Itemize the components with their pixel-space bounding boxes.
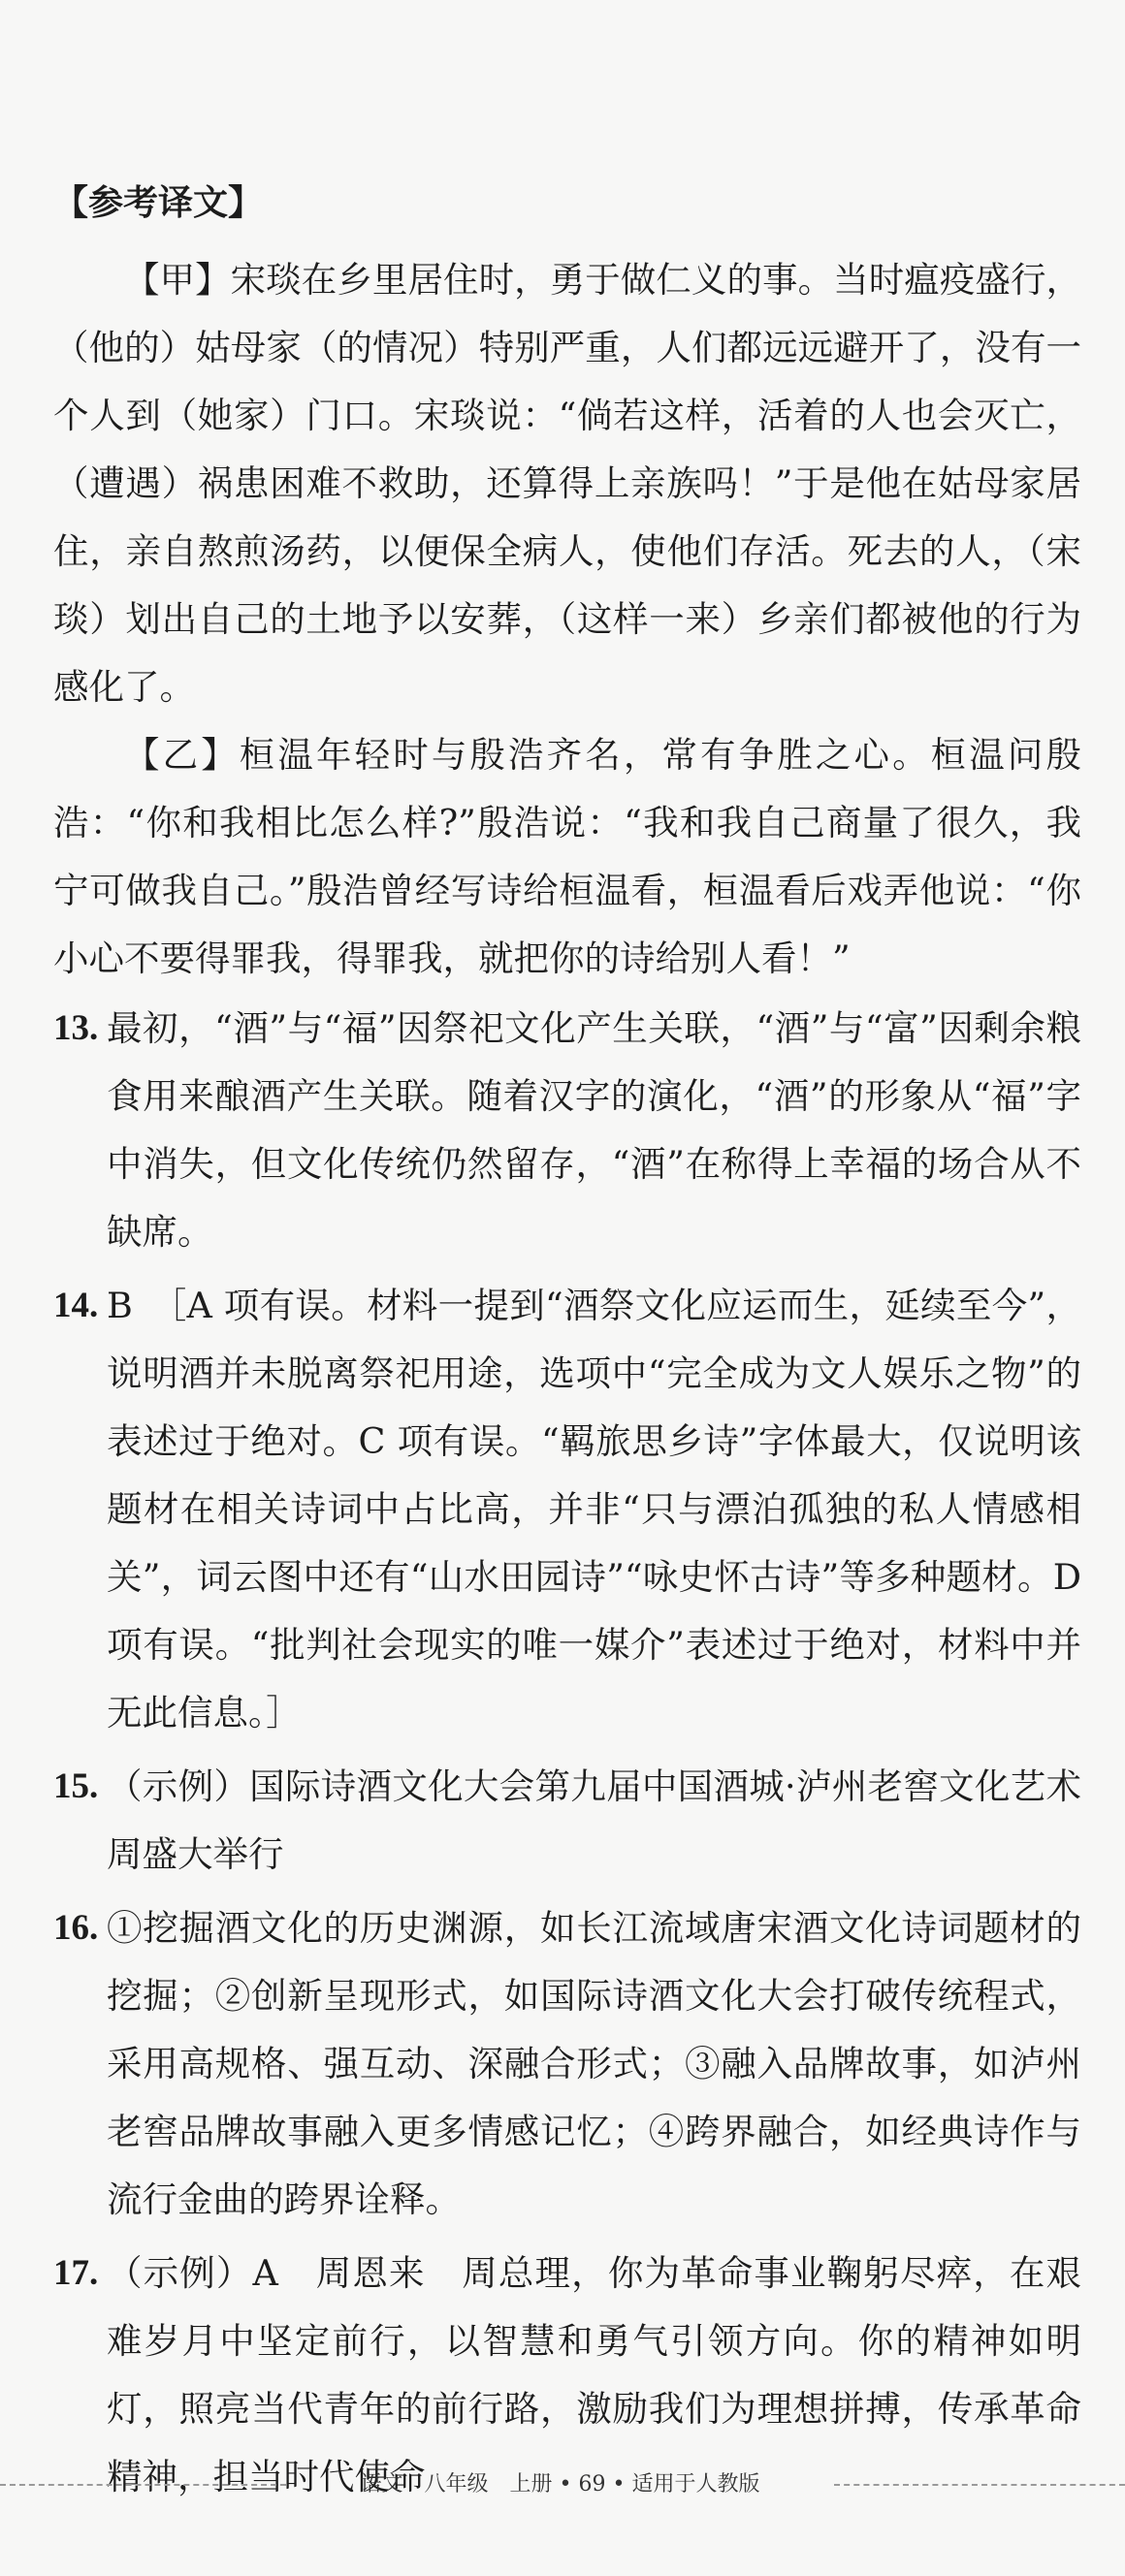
item-text: ①挖掘酒文化的历史渊源，如长江流域唐宋酒文化诗词题材的挖掘；②创新呈现形式，如国际诗酒文化大会打破传统程式，采用高规格、强互动、深融合形式；③融入品牌故事，如泸州老窖品牌故事融入更多情感记忆；④跨界融合，如经典诗作与流行金曲的跨界诠释。 bbox=[107, 1907, 1081, 2220]
item-number: 15. bbox=[53, 1766, 99, 1806]
item-number: 17. bbox=[53, 2253, 99, 2293]
answer-item-15 bbox=[53, 1753, 1081, 1889]
translation-paragraph-yi: 【乙】桓温年轻时与殷浩齐名，常有争胜之心。桓温问殷浩：“你和我相比怎么样?”殷浩说：“我和我自己商量了很久，我宁可做我自己。”殷浩曾经写诗给桓温看，桓温看后戏弄他说：“你小心不要得罪我，得罪我，就把你的诗给别人看！” bbox=[53, 734, 1081, 979]
footer-text: 语文 八年级 上册 • 69 • 适用于人教版 bbox=[360, 2472, 760, 2496]
item-number: 14. bbox=[53, 1286, 99, 1325]
item-text: B ［A 项有误。材料一提到“酒祭文化应运而生，延续至今”，说明酒并未脱离祭祀用途，选项中“完全成为文人娱乐之物”的表述过于绝对。C 项有误。“羁旅思乡诗”字体最大，仅说明该题材在相关诗词中占比高，并非“只与漂泊孤独的私人情感相关”，词云图中还有“山水田园诗”“咏史怀古诗”等多种题材。D 项有误。“批判社会现实的唯一媒介”表述过于绝对，材料中并无此信息。］ bbox=[107, 1285, 1081, 1733]
answer-item-13 bbox=[53, 995, 1081, 1266]
item-text: （示例）A 周恩来 周总理，你为革命事业鞠躬尽瘁，在艰难岁月中坚定前行，以智慧和勇气引领方向。你的精神如明灯，照亮当代青年的前行路，激励我们为理想拼搏，传承革命精神，担当时代使命 bbox=[107, 2252, 1081, 2497]
section-title: 【参考译文】 bbox=[53, 183, 264, 223]
item-text: （示例）国际诗酒文化大会第九届中国酒城·泸州老窖文化艺术周盛大举行 bbox=[107, 1765, 1081, 1875]
answer-content bbox=[53, 175, 1081, 2511]
item-text: 最初，“酒”与“福”因祭祀文化产生关联，“酒”与“富”因剩余粮食用来酿酒产生关联。随着汉字的演化，“酒”的形象从“福”字中消失，但文化传统仍然留存，“酒”在称得上幸福的场合从不缺席。 bbox=[107, 1007, 1081, 1253]
page-footer bbox=[0, 2470, 1125, 2499]
item-number: 13. bbox=[53, 1008, 99, 1048]
translation-paragraph-jia: 【甲】宋琰在乡里居住时，勇于做仁义的事。当时瘟疫盛行，（他的）姑母家（的情况）特别严重，人们都远远避开了，没有一个人到（她家）门口。宋琰说：“倘若这样，活着的人也会灭亡，（遭遇）祸患困难不救助，还算得上亲族吗！”于是他在姑母家居住，亲自熬煎汤药，以便保全病人，使他们存活。死去的人，（宋琰）划出自己的土地予以安葬，（这样一来）乡亲们都被他的行为感化了。 bbox=[53, 259, 1081, 708]
footer-dashed-line bbox=[0, 2484, 286, 2486]
footer-dashed-line bbox=[834, 2484, 1125, 2486]
answer-item-16 bbox=[53, 1894, 1081, 2234]
answer-item-14 bbox=[53, 1272, 1081, 1747]
item-number: 16. bbox=[53, 1908, 99, 1948]
